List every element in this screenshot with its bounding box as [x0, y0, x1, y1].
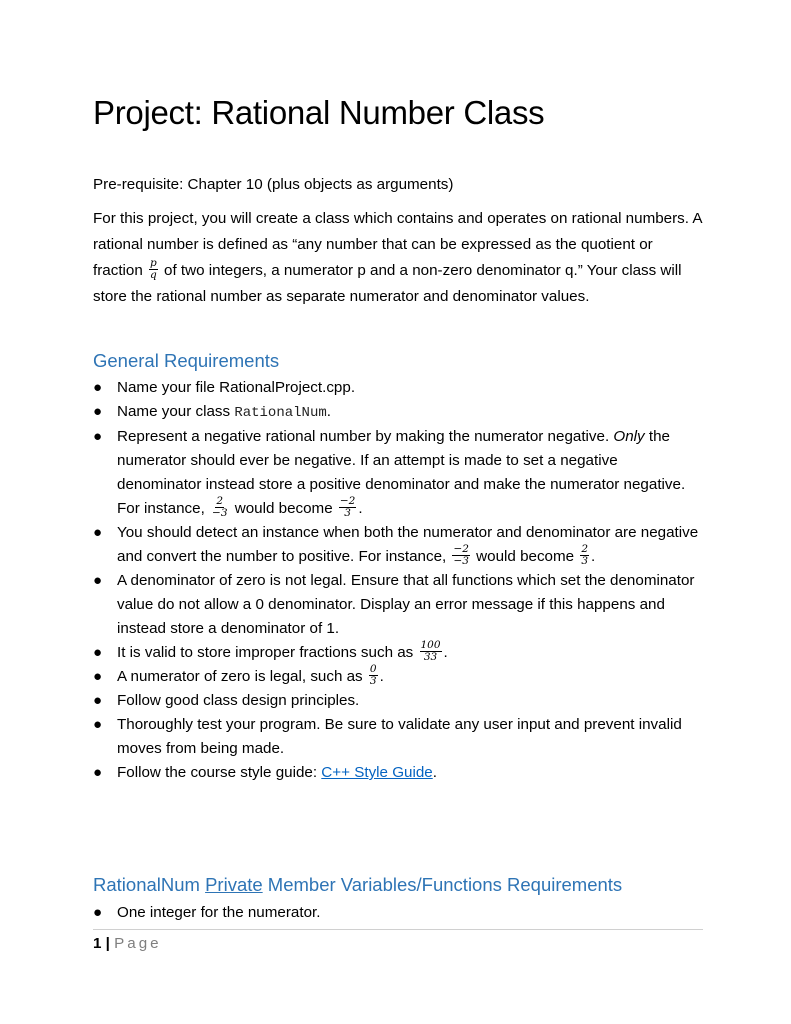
private-members-heading: [93, 874, 622, 896]
intro-text-1: For this project, you will create a class which contains and operates on rational numbers. A rational number is defined as “any number that can be expressed as the quotient or fraction: [93, 210, 702, 279]
list-item-text: A denominator of zero is not legal. Ensure that all functions which set the denominator value do not allow a 0 denominator. Display an error message if this happens and instead store a denominator of 1.: [117, 572, 695, 637]
intro-paragraph: [93, 206, 703, 310]
class-name-code: RationalNum: [234, 405, 327, 421]
fraction: [339, 496, 356, 519]
page-label: Page: [114, 935, 162, 952]
list-item-text: You should detect an instance when both the numerator and denominator are negative and convert the number to positive. For instance,: [117, 524, 699, 565]
list-item-text: would become: [471, 548, 579, 565]
list-item-text: the numerator should ever be negative. If an attempt is made to set a negative denominator instead store a positive denominator and make the numerator negative. For instance,: [117, 428, 686, 517]
bullet-icon: ●: [93, 668, 103, 685]
list-item-text: .: [591, 548, 596, 565]
heading-underlined-text: Private: [205, 874, 263, 895]
fraction: [452, 544, 469, 567]
fraction-numerator: 100: [420, 639, 441, 652]
style-guide-link[interactable]: C++ Style Guide: [321, 764, 433, 781]
fraction: [369, 664, 378, 687]
fraction-denominator: −3: [212, 507, 228, 520]
prerequisite-text: Pre-requisite: Chapter 10 (plus objects as arguments): [93, 176, 454, 193]
fraction: [211, 496, 228, 519]
list-item-text: .: [326, 403, 331, 420]
fraction-numerator: 2: [216, 495, 224, 508]
list-item-text: would become: [230, 500, 337, 517]
list-item-text: A numerator of zero is legal, such as: [117, 668, 367, 685]
fraction-denominator: 3: [369, 675, 377, 688]
bullet-icon: ●: [93, 904, 103, 921]
heading-text: RationalNum: [93, 874, 206, 895]
list-item-text: Name your class: [117, 403, 235, 420]
list-item: [93, 665, 703, 689]
fraction-p-over-q: [149, 258, 158, 281]
list-item: [93, 641, 703, 665]
fraction: [420, 640, 442, 663]
footer-separator: |: [101, 935, 115, 952]
fraction-denominator: 3: [581, 555, 589, 568]
list-item: [93, 901, 703, 925]
list-item-text: Follow good class design principles.: [117, 692, 360, 709]
fraction-numerator: p: [150, 257, 157, 270]
bullet-icon: ●: [93, 403, 103, 420]
fraction-numerator: −2: [453, 543, 469, 556]
bullet-icon: ●: [93, 572, 103, 589]
list-item-text: .: [379, 668, 384, 685]
intro-text-2: of two integers, a numerator p and a non-zero denominator q.” Your class will store the rational number as separate numerator and denominator values.: [93, 262, 682, 305]
list-item: [93, 569, 703, 641]
bullet-icon: ●: [93, 692, 103, 709]
fraction: [580, 544, 589, 567]
list-item-text: Represent a negative rational number by making the numerator negative.: [117, 428, 614, 445]
page-title: Project: Rational Number Class: [93, 94, 545, 131]
private-members-list: [93, 901, 703, 925]
footer-divider: [93, 929, 703, 930]
general-requirements-heading: General Requirements: [93, 350, 280, 371]
bullet-icon: ●: [93, 716, 103, 733]
fraction-numerator: −2: [339, 495, 356, 508]
list-item: [93, 761, 703, 785]
heading-text: Member Variables/Functions Requirements: [262, 874, 623, 895]
bullet-icon: ●: [93, 644, 103, 661]
list-item-text: One integer for the numerator.: [117, 904, 321, 921]
list-item: [93, 376, 703, 400]
fraction-denominator: 3: [344, 507, 351, 520]
page-number: 1: [93, 935, 102, 952]
list-item: [93, 689, 703, 713]
list-item-text: Thoroughly test your program. Be sure to validate any user input and prevent invalid moves from being made.: [117, 716, 682, 757]
fraction-numerator: 0: [369, 663, 377, 676]
emphasis-text: Only: [613, 428, 645, 445]
bullet-icon: ●: [93, 764, 103, 781]
list-item: [93, 400, 703, 425]
list-item: [93, 713, 703, 761]
list-item: [93, 521, 703, 569]
general-requirements-list: [93, 376, 703, 785]
bullet-icon: ●: [93, 379, 103, 396]
fraction-denominator: 33: [423, 651, 438, 664]
list-item-text: .: [432, 764, 437, 781]
list-item-text: It is valid to store improper fractions such as: [117, 644, 418, 661]
page-footer: [93, 935, 162, 952]
list-item-text: Name your file RationalProject.cpp.: [117, 379, 356, 396]
bullet-icon: ●: [93, 524, 103, 541]
list-item-text: .: [358, 500, 363, 517]
bullet-icon: ●: [93, 428, 103, 445]
list-item-text: .: [443, 644, 448, 661]
fraction-denominator: −3: [453, 555, 469, 568]
list-item-text: Follow the course style guide:: [117, 764, 322, 781]
fraction-numerator: 2: [581, 543, 589, 556]
fraction-denominator: q: [150, 269, 157, 282]
list-item: [93, 425, 703, 521]
